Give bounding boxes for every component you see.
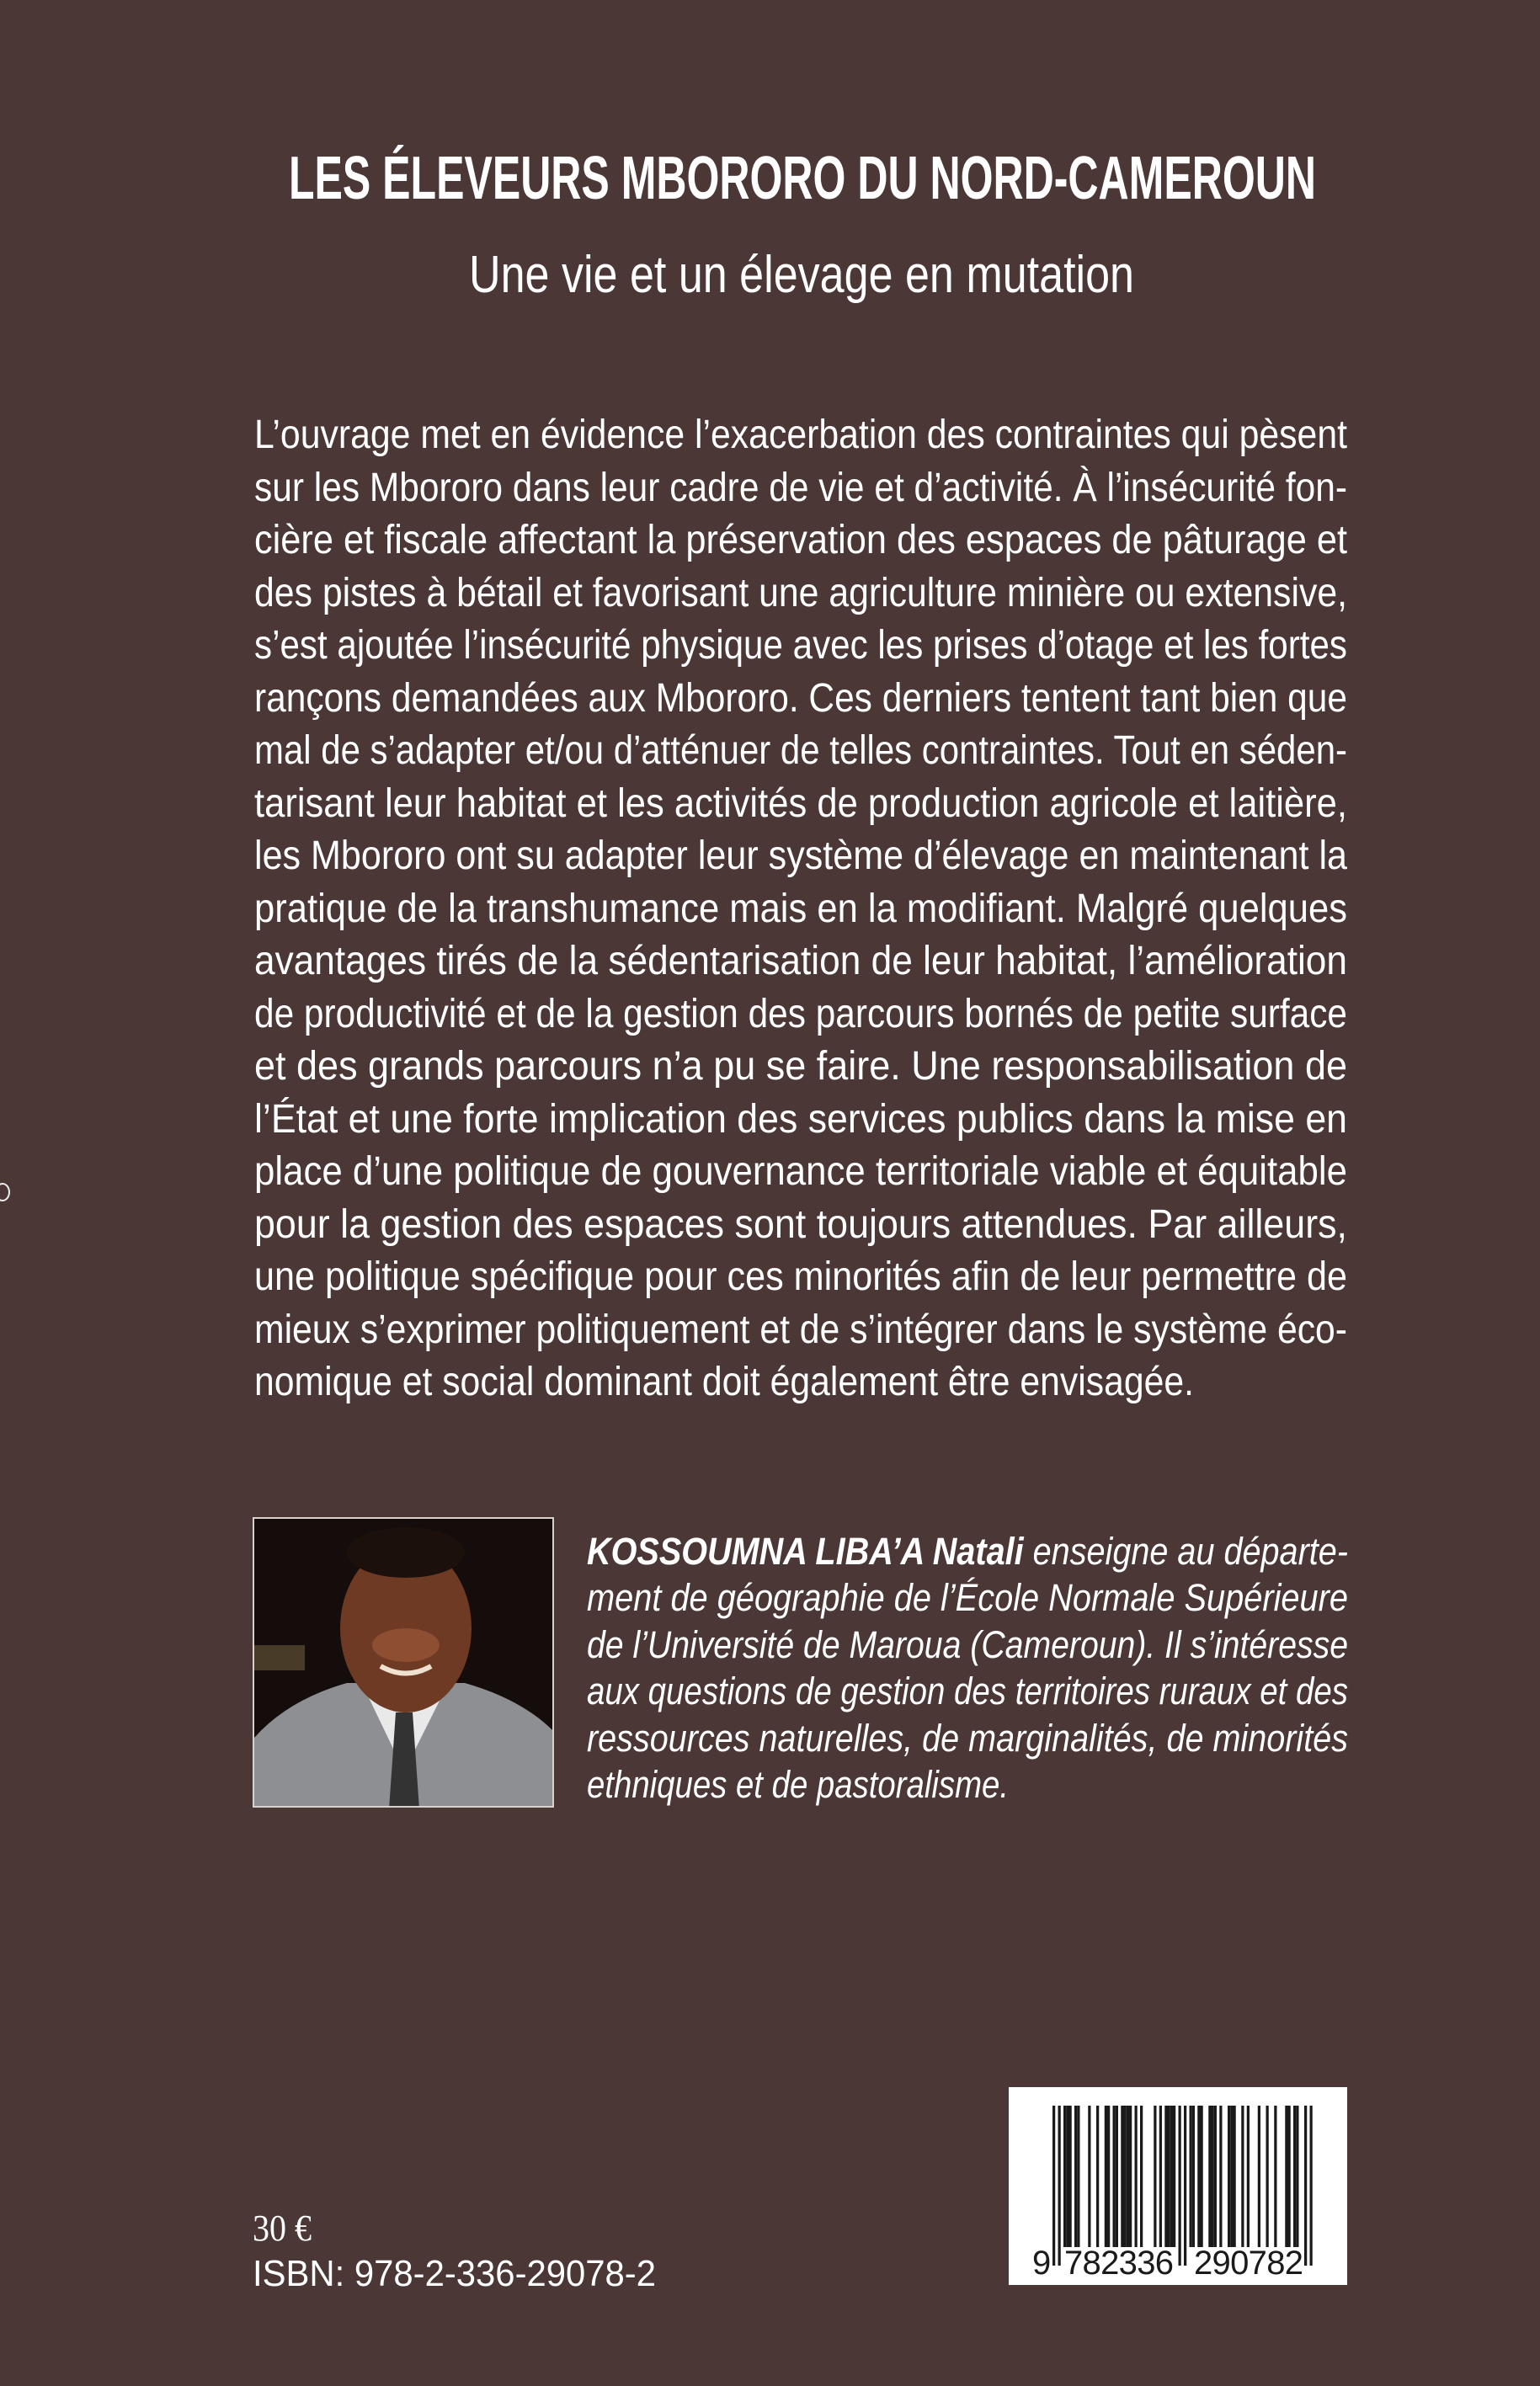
barcode-bar bbox=[1069, 2106, 1072, 2247]
barcode-bar bbox=[1234, 2106, 1236, 2247]
barcode-bar bbox=[1116, 2106, 1118, 2247]
barcode-bar bbox=[1140, 2106, 1143, 2247]
barcode-bar bbox=[1197, 2106, 1200, 2247]
summary-line: des pistes à bétail et favorisant une agriculture minière ou extensive, bbox=[254, 570, 1347, 615]
barcode-bar bbox=[1274, 2106, 1276, 2247]
summary-line: cière et fiscale affectant la préservation des espaces de pâturage et bbox=[254, 518, 1347, 562]
barcode-bar bbox=[1219, 2106, 1222, 2247]
barcode-bar bbox=[1170, 2106, 1173, 2247]
summary-line: mieux s’exprimer politiquement et de s’intégrer dans le système éco- bbox=[254, 1307, 1347, 1352]
summary-line: nomique et social dominant doit également être envisagée. bbox=[254, 1360, 1194, 1404]
author-bio-text: enseigne au départe- bbox=[1023, 1530, 1348, 1573]
summary-line: rançons demandées aux Mbororo. Ces derniers tentent tant bien que bbox=[254, 675, 1347, 721]
summary-line: avantages tirés de la sédentarisation de leur habitat, l’amélioration bbox=[254, 939, 1347, 983]
barcode-bar bbox=[1241, 2106, 1244, 2247]
barcode-bar bbox=[1208, 2106, 1211, 2247]
barcode-digits: 782336 bbox=[1064, 2245, 1174, 2282]
barcode bbox=[1009, 2087, 1347, 2285]
barcode-bar bbox=[1135, 2106, 1138, 2247]
barcode-bar bbox=[1121, 2106, 1123, 2247]
author-bio-line: ethniques et de pastoralisme. bbox=[587, 1763, 1009, 1806]
barcode-bar bbox=[1288, 2106, 1291, 2247]
summary-line: de productivité et de la gestion des parcours bornés de petite surface bbox=[254, 991, 1347, 1036]
barcode-bar bbox=[1074, 2106, 1077, 2247]
barcode-bar bbox=[1258, 2106, 1260, 2247]
barcode-bar bbox=[1168, 2106, 1170, 2247]
book-title: LES ÉLEVEURS MBORORO DU NORD-CAMEROUN bbox=[289, 145, 1316, 212]
barcode-bar bbox=[1293, 2106, 1296, 2247]
barcode-bar bbox=[1105, 2106, 1107, 2247]
summary-line: une politique spécifique pour ces minorités afin de leur permettre de bbox=[254, 1254, 1347, 1299]
barcode-bar bbox=[1154, 2106, 1156, 2247]
barcode-bar bbox=[1052, 2106, 1055, 2266]
summary-line: les Mbororo ont su adapter leur système d’élevage en maintenant la bbox=[254, 834, 1347, 878]
barcode-bar bbox=[1159, 2106, 1162, 2247]
summary-line: tarisant leur habitat et les activités de production agricole et laitière, bbox=[254, 780, 1347, 826]
summary-line: et des grands parcours n’a pu se faire. Une responsabilisation de bbox=[254, 1044, 1347, 1089]
author-bio-line bbox=[587, 1530, 1348, 1573]
barcode-bar bbox=[1230, 2106, 1233, 2247]
registration-mark bbox=[0, 1183, 10, 1201]
barcode-bar bbox=[1124, 2106, 1127, 2247]
barcode-bar bbox=[1228, 2106, 1230, 2247]
barcode-bar bbox=[1107, 2106, 1110, 2247]
barcode-bar bbox=[1304, 2106, 1307, 2266]
barcode-bar bbox=[1096, 2106, 1099, 2247]
author-bio-line: aux questions de gestion des territoires ruraux et des bbox=[587, 1670, 1348, 1713]
summary-line: s’est ajoutée l’insécurité physique avec les prises d’otage et les fortes bbox=[254, 623, 1347, 668]
summary-line: pratique de la transhumance mais en la modifiant. Malgré quelques bbox=[254, 886, 1347, 931]
barcode-bar bbox=[1190, 2106, 1192, 2247]
summary-line: l’État et une forte implication des services publics dans la mise en bbox=[254, 1096, 1347, 1142]
barcode-bar bbox=[1088, 2106, 1090, 2247]
barcode-bar bbox=[1247, 2106, 1250, 2247]
summary-line: L’ouvrage met en évidence l’exacerbation des contraintes qui pèsent bbox=[254, 413, 1347, 457]
barcode-bar bbox=[1296, 2106, 1298, 2247]
summary-line: mal de s’adapter et/ou d’atténuer de telles contraintes. Tout en séden- bbox=[254, 728, 1347, 773]
barcode-bar bbox=[1201, 2106, 1203, 2247]
summary-line: sur les Mbororo dans leur cadre de vie et d’activité. À l’insécurité fon- bbox=[254, 465, 1347, 510]
summary-line: place d’une politique de gouvernance territoriale viable et équitable bbox=[254, 1149, 1347, 1194]
author-bio-line: ressources naturelles, de marginalités, de minorités bbox=[587, 1716, 1348, 1760]
barcode-bar bbox=[1266, 2106, 1269, 2247]
barcode-bar bbox=[1113, 2106, 1116, 2247]
barcode-bar bbox=[1127, 2106, 1129, 2247]
barcode-bar bbox=[1192, 2106, 1195, 2247]
barcode-bar bbox=[1173, 2106, 1175, 2247]
barcode-bar bbox=[1063, 2106, 1066, 2247]
price: 30 € bbox=[253, 2208, 312, 2249]
barcode-bar bbox=[1164, 2106, 1167, 2247]
author-bio-line: ment de géographie de l’École Normale Supérieure bbox=[587, 1576, 1348, 1620]
barcode-bar bbox=[1129, 2106, 1132, 2247]
barcode-bar bbox=[1310, 2106, 1313, 2266]
barcode-bar bbox=[1179, 2106, 1181, 2266]
barcode-bar bbox=[1058, 2106, 1061, 2266]
author-bio-line: de l’Université de Maroua (Cameroun). Il s’intéresse bbox=[587, 1622, 1348, 1666]
barcode-bar bbox=[1066, 2106, 1068, 2247]
barcode-bar bbox=[1212, 2106, 1214, 2247]
author-photo bbox=[253, 1517, 554, 1808]
author-name: KOSSOUMNA LIBA’A Natali bbox=[587, 1530, 1024, 1573]
barcode-digits: 290782 bbox=[1194, 2245, 1303, 2282]
barcode-digits: 9 bbox=[1032, 2245, 1052, 2282]
barcode-bar bbox=[1077, 2106, 1079, 2247]
barcode-bar bbox=[1285, 2106, 1287, 2247]
book-subtitle: Une vie et un élevage en mutation bbox=[469, 246, 1134, 304]
summary-line: pour la gestion des espaces sont toujours attendues. Par ailleurs, bbox=[254, 1201, 1347, 1247]
barcode-bar bbox=[1214, 2106, 1217, 2247]
isbn: ISBN: 978-2-336-29078-2 bbox=[253, 2253, 656, 2294]
barcode-bar bbox=[1184, 2106, 1186, 2266]
